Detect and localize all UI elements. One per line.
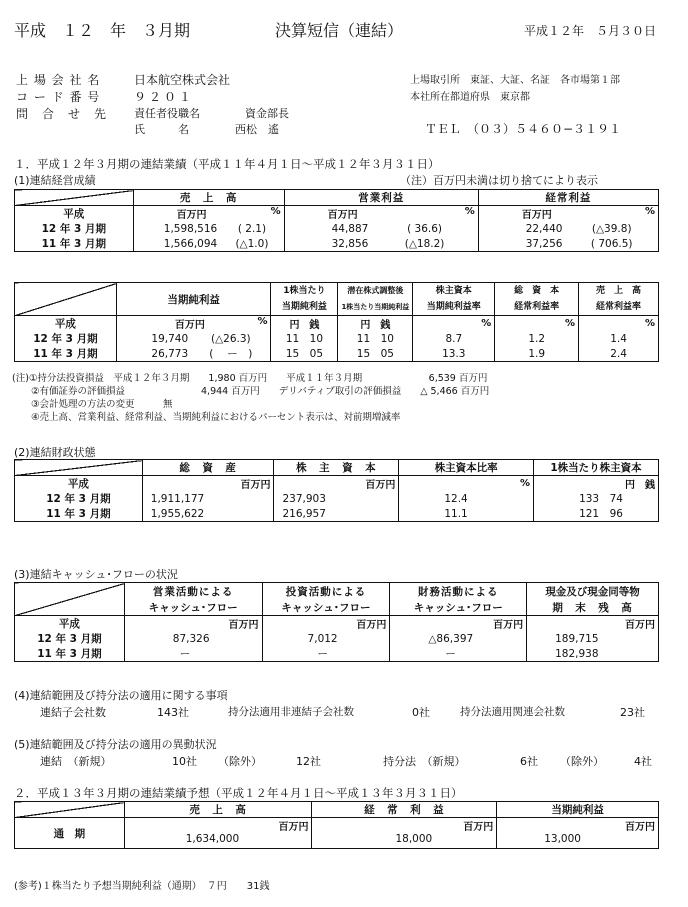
- operating-cf-value: ー: [124, 646, 262, 662]
- pct-label: %: [579, 316, 659, 332]
- header-ordinary-income: 経常利益: [478, 190, 658, 206]
- yen-label: 円 銭: [271, 316, 338, 332]
- header-roe-line2: 当期純利益率: [413, 299, 495, 316]
- cash-flow-table: [14, 582, 659, 662]
- header-diluted-eps-line1: 潜在株式調整後: [338, 283, 413, 300]
- headquarters: 本社所在都道府県 東京都: [410, 92, 530, 103]
- row-head: 平成: [15, 206, 134, 222]
- financing-cf-value: ー: [390, 646, 527, 662]
- row-head: 平成: [15, 316, 117, 332]
- header-diluted-eps-line2: 1株当たり当期純利益: [338, 299, 413, 316]
- footnote: ④売上高、営業利益、経常利益、当期純利益におけるパーセント表示は、対前期増減率: [12, 412, 401, 423]
- table-row: [15, 506, 659, 522]
- section1-subtitle: (1)連結経営成績: [14, 174, 96, 187]
- roe-value: 13.3: [413, 346, 495, 362]
- consolidated-subsidiaries-label: 連結子会社数: [40, 706, 106, 719]
- header-equity: 株 主 資 本: [274, 460, 399, 476]
- sales-pct: ( 2.1): [220, 221, 284, 236]
- section1-note: （注）百万円未満は切り捨てにより表示: [400, 174, 598, 187]
- header-cash-line1: 現金及び現金同等物: [527, 583, 659, 600]
- row-label: 11 年 3 月期: [15, 236, 134, 252]
- table-row: [15, 631, 659, 646]
- pct-label: %: [464, 206, 475, 217]
- forecast-table: [14, 801, 659, 849]
- unit-label: 百万円: [174, 320, 205, 331]
- unit-label: 百万円: [463, 822, 494, 833]
- net-income-pct: (△26.3): [191, 331, 271, 346]
- ros-value: 2.4: [579, 346, 659, 362]
- table-row: [15, 818, 659, 849]
- period-title: 平成 １２ 年 ３月期: [14, 21, 191, 40]
- header-ros-line2: 経常利益率: [579, 299, 659, 316]
- contact-name-label: 氏 名: [134, 123, 189, 136]
- unit-label: 百万円: [527, 616, 659, 632]
- consolidation-excluded-count: 12社: [296, 755, 321, 768]
- net-income-value: 19,740: [116, 331, 191, 346]
- forecast-sales-value: 1,634,000: [185, 833, 240, 845]
- section4-title: (4)連結範囲及び持分法の適用に関する事項: [14, 689, 228, 702]
- roe-value: 8.7: [413, 331, 495, 346]
- equity-method-excluded-label: （除外）: [560, 755, 604, 768]
- company-code-label: コ ー ド 番 号: [16, 90, 101, 104]
- section3-title: (3)連結キャッシュ･フローの状況: [14, 568, 178, 581]
- row-label: 11 年 3 月期: [15, 346, 117, 362]
- bps-value: 133 74: [534, 491, 659, 506]
- diluted-eps-value: 15 05: [338, 346, 413, 362]
- equity-affiliates-count: 23社: [620, 706, 645, 719]
- investing-cf-value: 7,012: [262, 631, 390, 646]
- row-label: 11 年 3 月期: [15, 506, 143, 522]
- op-value: 32,856: [284, 236, 371, 252]
- document-title: 決算短信（連結）: [275, 21, 404, 40]
- diluted-eps-value: 11 10: [338, 331, 413, 346]
- ord-value: 22,440: [478, 221, 565, 236]
- section2-title: (2)連結財政状態: [14, 446, 96, 459]
- unit-row: [478, 206, 658, 222]
- header-investing-cf-line2: キャッシュ･フロー: [262, 599, 390, 616]
- forecast-net-income-value: 13,000: [544, 833, 581, 845]
- cash-value: 182,938: [527, 646, 659, 662]
- unit-label: 百万円: [274, 476, 399, 492]
- telephone: ＴＥＬ （０３）５４６０−３１９１: [425, 122, 622, 136]
- forecast-eps-note: (参考)１株当たり予想当期純利益（通期） ７円 31銭: [14, 881, 270, 892]
- forecast-ordinary-income-value: 18,000: [395, 833, 433, 845]
- net-income-table: [14, 282, 659, 362]
- row-label: 12 年 3 月期: [15, 631, 125, 646]
- equity-value: 216,957: [274, 506, 399, 522]
- section1-title: １．平成１２年３月期の連結業績（平成１１年４月１日〜平成１２年３月３１日）: [14, 157, 440, 171]
- header-net-income: 当期純利益: [116, 283, 271, 316]
- row-label: 12 年 3 月期: [15, 331, 117, 346]
- equity-method-new-count: 6社: [520, 755, 538, 768]
- header-forecast-ordinary-income: 経 常 利 益: [312, 802, 497, 818]
- contact-label: 問 合 せ 先: [16, 107, 108, 121]
- table-row: [15, 646, 659, 662]
- ord-pct: (△39.8): [565, 221, 658, 236]
- header-operating-income: 営業利益: [284, 190, 478, 206]
- consolidated-subsidiaries-count: 143社: [157, 706, 189, 719]
- table-corner: [15, 802, 125, 818]
- forecast-title: ２．平成１３年３月期の連結業績予想（平成１２年４月１日〜平成１３年３月３１日）: [14, 786, 463, 800]
- net-income-pct: ( ー ): [191, 346, 271, 362]
- equity-ratio-value: 12.4: [399, 491, 534, 506]
- net-income-value: 26,773: [116, 346, 191, 362]
- equity-method-new-label: 持分法 （新規）: [383, 755, 466, 768]
- header-eps-line2: 当期純利益: [271, 299, 338, 316]
- contact-title-label: 責任者役職名: [134, 107, 200, 120]
- bps-value: 121 96: [534, 506, 659, 522]
- pct-label: %: [644, 206, 655, 217]
- unit-row: [133, 206, 284, 222]
- header-roa-line1: 総 資 本: [495, 283, 579, 300]
- table-corner: [15, 190, 134, 206]
- cash-value: 189,715: [527, 631, 659, 646]
- yen-label: 円 銭: [534, 476, 659, 492]
- header-cash-line2: 期 末 残 高: [527, 599, 659, 616]
- roa-value: 1.9: [495, 346, 579, 362]
- table-row: [15, 346, 659, 362]
- table-row: [15, 236, 659, 252]
- unit-label: 百万円: [327, 210, 358, 221]
- equity-ratio-value: 11.1: [399, 506, 534, 522]
- equity-value: 237,903: [274, 491, 399, 506]
- row-label: 12 年 3 月期: [15, 491, 143, 506]
- section1-footnotes: [12, 372, 489, 424]
- company-code: ９２０１: [134, 90, 195, 104]
- table-row: [15, 331, 659, 346]
- pct-label: %: [270, 206, 281, 217]
- report-date: 平成１２年 ５月３０日: [524, 24, 657, 38]
- row-label: 通 期: [15, 818, 125, 849]
- ros-value: 1.4: [579, 331, 659, 346]
- row-label: 12 年 3 月期: [15, 221, 134, 236]
- op-pct: (△18.2): [371, 236, 478, 252]
- yen-label: 円 銭: [338, 316, 413, 332]
- company-name-label: 上 場 会 社 名: [16, 73, 101, 87]
- roa-value: 1.2: [495, 331, 579, 346]
- op-pct: ( 36.6): [371, 221, 478, 236]
- unit-label: 百万円: [262, 616, 390, 632]
- unit-label: 百万円: [390, 616, 527, 632]
- header-sales: 売 上 高: [133, 190, 284, 206]
- header-investing-cf-line1: 投資活動による: [262, 583, 390, 600]
- header-ros-line1: 売 上 高: [579, 283, 659, 300]
- unit-label: 百万円: [278, 822, 309, 833]
- header-operating-cf-line1: 営業活動による: [124, 583, 262, 600]
- section5-title: (5)連結範囲及び持分法の適用の異動状況: [14, 738, 217, 751]
- sales-value: 1,566,094: [133, 236, 220, 252]
- table-corner: [15, 283, 117, 316]
- total-assets-value: 1,955,622: [142, 506, 274, 522]
- sales-pct: (△1.0): [220, 236, 284, 252]
- unit-label: 百万円: [625, 822, 655, 833]
- stock-exchange: 上場取引所 東証、大証、名証 各市場第１部: [410, 75, 620, 86]
- header-bps: 1株当たり株主資本: [534, 460, 659, 476]
- row-head: 平成: [15, 476, 143, 492]
- investing-cf-value: ー: [262, 646, 390, 662]
- table-row: [15, 491, 659, 506]
- ord-pct: ( 706.5): [565, 236, 658, 252]
- pct-label: %: [399, 476, 534, 492]
- header-total-assets: 総 資 産: [142, 460, 274, 476]
- header-eps-line1: 1株当たり: [271, 283, 338, 300]
- header-roe-line1: 株主資本: [413, 283, 495, 300]
- sales-value: 1,598,516: [133, 221, 220, 236]
- header-financing-cf-line1: 財務活動による: [390, 583, 527, 600]
- total-assets-value: 1,911,177: [142, 491, 274, 506]
- row-head: 平成: [15, 616, 125, 632]
- operating-results-table: [14, 189, 659, 252]
- footnote: ②有価証券の評価損益 4,944 百万円 デリバティブ取引の評価損益 △ 5,466 百万円: [12, 386, 490, 397]
- ord-value: 37,256: [478, 236, 565, 252]
- unconsolidated-subsidiaries-label: 持分法適用非連結子会社数: [228, 706, 354, 718]
- unconsolidated-subsidiaries-count: 0社: [412, 706, 430, 719]
- eps-value: 15 05: [271, 346, 338, 362]
- financial-position-table: [14, 459, 659, 522]
- eps-value: 11 10: [271, 331, 338, 346]
- unit-row: [284, 206, 478, 222]
- financing-cf-value: △86,397: [390, 631, 527, 646]
- consolidation-new-label: 連結 （新規）: [40, 755, 112, 768]
- header-forecast-sales: 売 上 高: [124, 802, 312, 818]
- equity-method-excluded-count: 4社: [634, 755, 652, 768]
- header-financing-cf-line2: キャッシュ･フロー: [390, 599, 527, 616]
- contact-title: 資金部長: [245, 107, 289, 120]
- unit-label: 百万円: [124, 616, 262, 632]
- unit-label: 百万円: [142, 476, 274, 492]
- table-corner: [15, 583, 125, 616]
- company-name: 日本航空株式会社: [134, 73, 231, 87]
- operating-cf-value: 87,326: [124, 631, 262, 646]
- consolidation-excluded-label: （除外）: [218, 755, 262, 768]
- header-equity-ratio: 株主資本比率: [399, 460, 534, 476]
- header-forecast-net-income: 当期純利益: [497, 802, 659, 818]
- pct-label: %: [495, 316, 579, 332]
- equity-affiliates-label: 持分法適用関連会社数: [460, 706, 565, 718]
- table-corner: [15, 460, 143, 476]
- consolidation-new-count: 10社: [172, 755, 197, 768]
- row-label: 11 年 3 月期: [15, 646, 125, 662]
- contact-name: 西松 遙: [235, 123, 279, 136]
- pct-label: %: [257, 316, 268, 327]
- unit-label: 百万円: [521, 210, 552, 221]
- forecast-net-income-cell: [497, 818, 659, 849]
- table-row: [15, 221, 659, 236]
- footnote: (注)①持分法投資損益 平成１２年３月期 1,980 百万円 平成１１年３月期 6,539 百万円: [12, 373, 488, 384]
- forecast-sales-cell: [124, 818, 312, 849]
- header-operating-cf-line2: キャッシュ･フロー: [124, 599, 262, 616]
- pct-label: %: [413, 316, 495, 332]
- header-roa-line2: 経常利益率: [495, 299, 579, 316]
- unit-label: 百万円: [176, 210, 207, 221]
- footnote: ③会計処理の方法の変更 無: [12, 399, 173, 410]
- op-value: 44,887: [284, 221, 371, 236]
- unit-row: [116, 316, 271, 332]
- forecast-ordinary-income-cell: [312, 818, 497, 849]
